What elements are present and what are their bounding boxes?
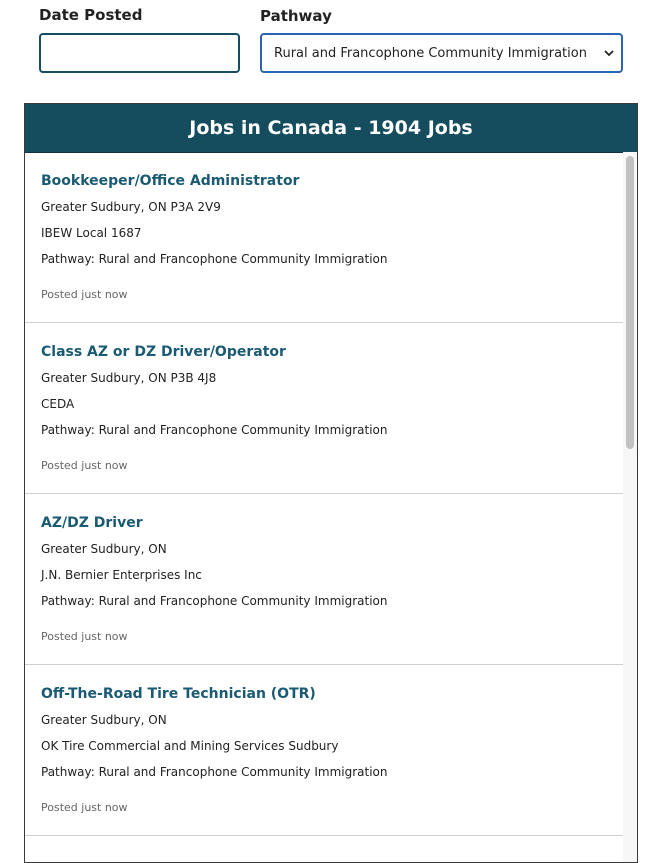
pathway-label: Pathway: [260, 7, 332, 25]
chevron-down-icon: [603, 47, 615, 59]
job-posted-time: Posted just now: [41, 288, 128, 301]
job-location: Greater Sudbury, ON: [41, 542, 167, 556]
job-title-link[interactable]: Off-The-Road Tire Technician (OTR): [41, 686, 316, 702]
job-employer: IBEW Local 1687: [41, 226, 142, 240]
job-card: [25, 152, 623, 323]
date-posted-label: Date Posted: [39, 6, 143, 24]
job-employer: J.N. Bernier Enterprises Inc: [41, 568, 202, 582]
job-pathway: Pathway: Rural and Francophone Community Immigration: [41, 423, 388, 437]
job-pathway: Pathway: Rural and Francophone Community Immigration: [41, 765, 388, 779]
jobs-list[interactable]: [25, 152, 623, 862]
filters-bar: [0, 0, 657, 100]
job-location: Greater Sudbury, ON P3A 2V9: [41, 200, 221, 214]
jobs-panel: [24, 103, 638, 863]
pathway-select[interactable]: [260, 33, 623, 73]
scrollbar-thumb[interactable]: [626, 156, 634, 449]
job-title-link[interactable]: Class AZ or DZ Driver/Operator: [41, 344, 286, 360]
job-employer: OK Tire Commercial and Mining Services Sudbury: [41, 739, 339, 753]
scrollbar-track[interactable]: [623, 152, 637, 862]
job-card: [25, 323, 623, 494]
job-posted-time: Posted just now: [41, 801, 128, 814]
job-location: Greater Sudbury, ON P3B 4J8: [41, 371, 217, 385]
job-pathway: Pathway: Rural and Francophone Community Immigration: [41, 594, 388, 608]
job-card: [25, 494, 623, 665]
date-posted-input[interactable]: [39, 33, 240, 73]
job-posted-time: Posted just now: [41, 630, 128, 643]
job-location: Greater Sudbury, ON: [41, 713, 167, 727]
job-pathway: Pathway: Rural and Francophone Community Immigration: [41, 252, 388, 266]
pathway-selected-value: Rural and Francophone Community Immigration: [274, 45, 587, 61]
job-employer: CEDA: [41, 397, 75, 411]
job-title-link[interactable]: Bookkeeper/Office Administrator: [41, 173, 300, 189]
job-posted-time: Posted just now: [41, 459, 128, 472]
job-card: [25, 665, 623, 836]
jobs-header: Jobs in Canada - 1904 Jobs: [25, 104, 637, 153]
job-title-link[interactable]: AZ/DZ Driver: [41, 515, 143, 531]
